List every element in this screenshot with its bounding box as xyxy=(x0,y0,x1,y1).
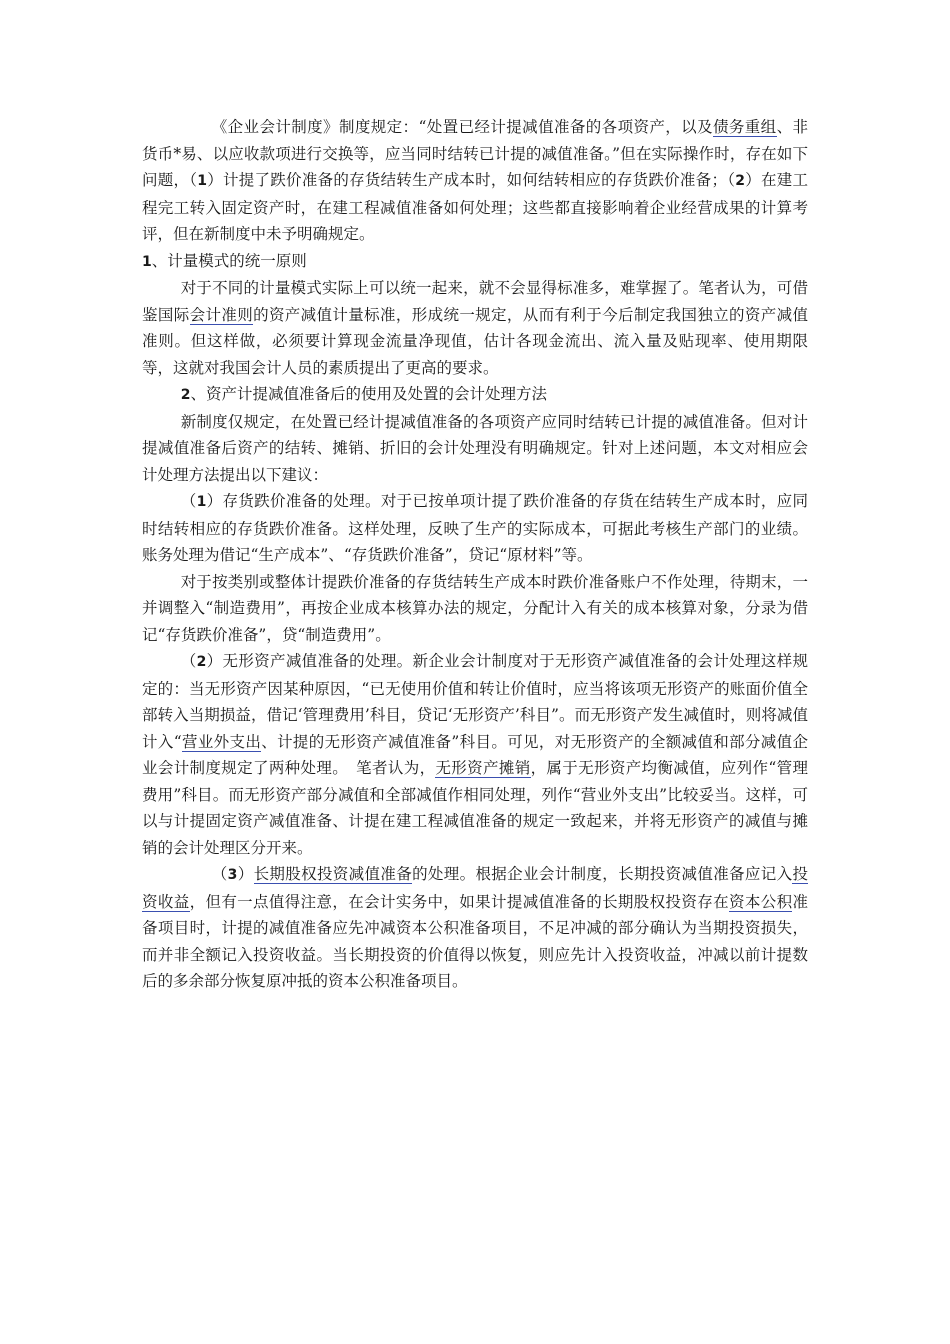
text: 的处理。根据企业会计制度，长期投资减值准备应记入 xyxy=(412,865,793,883)
link-debt-restructuring[interactable]: 债务重组 xyxy=(712,118,777,136)
paragraph-new-rules xyxy=(142,409,808,489)
link-investment-income[interactable]: 投资收益 xyxy=(142,865,808,911)
paragraph-measurement xyxy=(142,275,808,381)
text: ，但有一点值得注意，在会计实务中，如果计提减值准备的长期股权投资存在 xyxy=(189,892,729,911)
heading-text: 、计量模式的统一原则 xyxy=(151,251,307,270)
link-non-operating-expense[interactable]: 营业外支出 xyxy=(181,732,262,751)
paragraph-long-term-equity xyxy=(142,861,808,995)
item-number: 2 xyxy=(196,654,207,670)
item-number: 2 xyxy=(735,173,745,189)
paragraph-inventory xyxy=(142,488,808,569)
text: 对于按类别或整体计提跌价准备的存货结转生产成本时跌价准备账户不作处理，待期末，一并调整入“制造费用”，再按企业成本核算办法的规定，分配计入有关的成本核算对象，分录为借记“存货跌价准备”，贷“制造费用”。 xyxy=(142,572,808,644)
heading-number: 2 xyxy=(180,387,191,403)
heading-text: 、资产计提减值准备后的使用及处置的会计处理方法 xyxy=(190,385,548,403)
heading-number: 1 xyxy=(142,253,152,270)
document-body xyxy=(142,114,808,995)
link-capital-reserve[interactable]: 资本公积 xyxy=(728,892,793,911)
text: ）在建工程完工转入固定资产时，在建工程减值准备如何处理；这些都直接影响着企业经营成果的计算考评，但在新制度中未予明确规定。 xyxy=(142,171,808,243)
item-number: 1 xyxy=(197,173,208,189)
text: ）存货跌价准备的处理。对于已按单项计提了跌价准备的存货在结转生产成本时，应同时结转相应的存货跌价准备。这样处理，反映了生产的实际成本，可据此考核生产部门的业绩。账务处理为借记“生产成本”、“存货跌价准备”，贷记“原材料”等。 xyxy=(142,492,808,564)
paragraph-intro xyxy=(142,114,808,248)
text: （ xyxy=(180,652,197,670)
text: 对于不同的计量模式实际上可以统一起来，就不会显得标准多，难掌握了。笔者认为，可借鉴国际 xyxy=(142,279,808,324)
text: ）无形资产减值准备的处理。新企业会计制度对于无形资产减值准备的会计处理这样规定的：当无形资产因某种原因，“已无使用价值和转让价值时，应当将该项无形资产的账面价值全部转入当期损益，借记‘管理费用’科目，贷记‘无形资产’科目”。而无形资产发生减值时，则将减值计入“ xyxy=(142,652,808,751)
link-accounting-standards[interactable]: 会计准则 xyxy=(189,305,254,324)
text: 准备项目时，计提的减值准备应先冲减资本公积准备项目，不足冲减的部分确认为当期投资损失，而并非全额记入投资收益。当长期投资的价值得以恢复，则应先计入投资收益，冲减以前计提数后的多余部分恢复原冲抵的资本公积准备项目。 xyxy=(142,892,808,990)
section-heading-2 xyxy=(142,381,808,409)
link-equity-impairment[interactable]: 长期股权投资减值准备 xyxy=(253,865,413,883)
item-number: 1 xyxy=(196,494,207,510)
text: （ xyxy=(211,865,228,883)
text: 、计提的无形资产减值准备”科目。可见，对无形资产的全额减值和部分减值企业会计制度规定了两种处理。 笔者认为， xyxy=(142,732,808,777)
text: ）计提了跌价准备的存货结转生产成本时，如何结转相应的存货跌价准备；（ xyxy=(207,171,736,189)
text: 的资产减值计量标准，形成统一规定，从而有利于今后制定我国独立的资产减值准则。但这样做，必须要计算现金流量净现值，估计各现金流出、流入量及贴现率、使用期限等，这就对我国会计人员的素质提出了更高的要求。 xyxy=(142,305,808,377)
text: （ xyxy=(180,492,197,510)
section-heading-1 xyxy=(142,248,808,276)
text: ） xyxy=(237,865,254,883)
text: 新制度仅规定，在处置已经计提减值准备的各项资产应同时结转已计提的减值准备。但对计提减值准备后资产的结转、摊销、折旧的会计处理没有明确规定。针对上述问题，本文对相应会计处理方法提出以下建议： xyxy=(142,412,808,484)
text: ，属于无形资产均衡减值，应列作“管理费用”科目。而无形资产部分减值和全部减值作相同处理，列作“营业外支出”比较妥当。这样，可以与计提固定资产减值准备、计提在建工程减值准备的规定一致起来，并将无形资产的减值与摊销的会计处理区分开来。 xyxy=(142,759,808,857)
item-number: 3 xyxy=(227,867,238,883)
text: 、非货币*易、以应收款项进行交换等，应当同时结转已计提的减值准备。”但在实际操作时，存在如下问题，（ xyxy=(142,118,808,189)
paragraph-intangible xyxy=(142,648,808,861)
text: 《企业会计制度》制度规定：“处置已经计提减值准备的各项资产，以及 xyxy=(211,118,713,136)
link-intangible-amortization[interactable]: 无形资产摊销 xyxy=(435,759,531,777)
paragraph-category xyxy=(142,569,808,649)
